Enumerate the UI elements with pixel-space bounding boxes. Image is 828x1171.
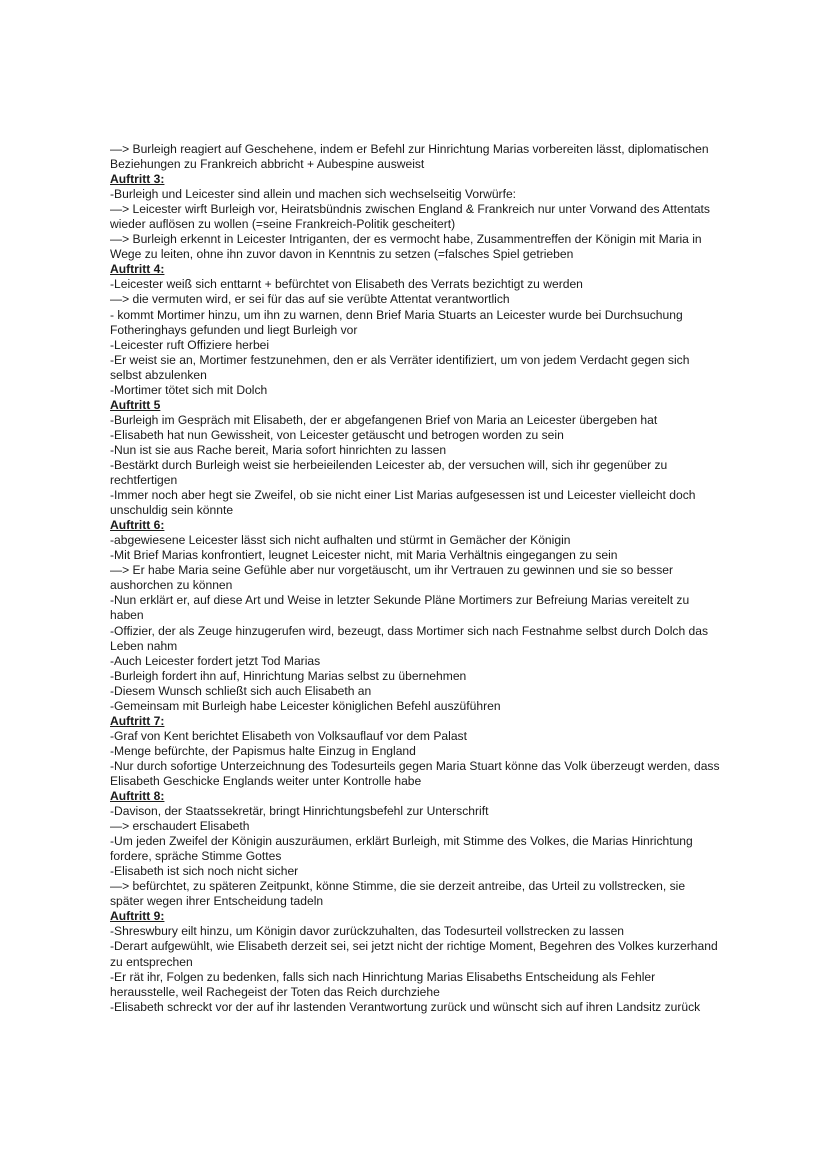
text-line: —> Er habe Maria seine Gefühle aber nur vorgetäuscht, um ihr Vertrauen zu gewinnen und sie so besser aushorchen zu können [110, 563, 674, 593]
text-line: - kommt Mortimer hinzu, um ihn zu warnen, denn Brief Maria Stuarts an Leicester wurde bei Durchsuchung Fotheringhays gefunden und liegt Burleigh vor [110, 307, 683, 337]
text-line: -Um jeden Zweifel der Königin auszuräumen, erklärt Burleigh, mit Stimme des Volkes, die Marias Hinrichtung fordere, spräche Stimme Gottes [110, 834, 693, 864]
text-line: -Nur durch sofortige Unterzeichnung des Todesurteils gegen Maria Stuart könne das Volk überzeugt werden, dass Elisabeth Geschicke Englands weiter unter Kontrolle habe [110, 758, 720, 788]
text-line: -Burleigh im Gespräch mit Elisabeth, der er abgefangenen Brief von Maria an Leicester übergeben hat [110, 412, 658, 427]
text-line: -Elisabeth hat nun Gewissheit, von Leicester getäuscht und betrogen worden zu sein [110, 427, 564, 442]
text-line: —> Burleigh reagiert auf Geschehene, indem er Befehl zur Hinrichtung Marias vorbereiten lässt, diplomatischen Beziehungen zu Frankreich abbricht + Aubespine ausweist [110, 142, 709, 172]
text-line: -Graf von Kent berichtet Elisabeth von Volksauflauf vor dem Palast [110, 728, 467, 743]
text-line: -Derart aufgewühlt, wie Elisabeth derzeit sei, sei jetzt nicht der richtige Moment, Begehren des Volkes kurzerhand zu entsprechen [110, 939, 718, 969]
text-line: -Mit Brief Marias konfrontiert, leugnet Leicester nicht, mit Maria Verhältnis eingegangen zu sein [110, 548, 618, 563]
text-line: -Shreswbury eilt hinzu, um Königin davor zurückzuhalten, das Todesurteil vollstrecken zu lassen [110, 924, 625, 939]
text-line: -Davison, der Staatssekretär, bringt Hinrichtungsbefehl zur Unterschrift [110, 804, 489, 819]
section-heading: Auftritt 8: [110, 789, 165, 804]
text-line: -Er weist sie an, Mortimer festzunehmen, den er als Verräter identifiziert, um von jedem Verdacht gegen sich selbst abzulenken [110, 352, 690, 382]
section-heading: Auftritt 9: [110, 909, 165, 924]
text-line: -Er rät ihr, Folgen zu bedenken, falls sich nach Hinrichtung Marias Elisabeths Entscheidung als Fehler herausstelle, weil Rachegeist der Toten das Reich durchziehe [110, 969, 656, 999]
text-line: -Immer noch aber hegt sie Zweifel, ob sie nicht einer List Marias aufgesessen ist und Leicester vielleicht doch unschuldig sein könnte [110, 488, 696, 518]
text-line: —> Leicester wirft Burleigh vor, Heiratsbündnis zwischen England & Frankreich nur unter Vorwand des Attentats wieder auflösen zu wollen (=seine Frankreich-Politik gescheitert) [110, 202, 710, 232]
text-line: —> Burleigh erkennt in Leicester Intriganten, der es vermocht habe, Zusammentreffen der Königin mit Maria in Wege zu leiten, ohne ihn zuvor davon in Kenntnis zu setzen (=falsches Spiel getrieben [110, 232, 702, 262]
section-heading: Auftritt 5 [110, 397, 161, 412]
text-line: -Nun erklärt er, auf diese Art und Weise in letzter Sekunde Pläne Mortimers zur Befreiung Marias vereitelt zu haben [110, 593, 690, 623]
section-heading: Auftritt 4: [110, 262, 165, 277]
section-heading: Auftritt 3: [110, 172, 165, 187]
text-line: -Mortimer tötet sich mit Dolch [110, 382, 268, 397]
text-line: -Burleigh und Leicester sind allein und machen sich wechselseitig Vorwürfe: [110, 187, 517, 202]
text-line: -Elisabeth schreckt vor der auf ihr lastenden Verantwortung zurück und wünscht sich auf ihren Landsitz zurück [110, 999, 701, 1014]
text-line: -Burleigh fordert ihn auf, Hinrichtung Marias selbst zu übernehmen [110, 668, 467, 683]
text-line: —> erschaudert Elisabeth [110, 819, 250, 834]
text-line: —> die vermuten wird, er sei für das auf sie verübte Attentat verantwortlich [110, 292, 510, 307]
text-line: —> befürchtet, zu späteren Zeitpunkt, könne Stimme, die sie derzeit antreibe, das Urteil zu vollstrecken, sie später wegen ihrer Entscheidung tadeln [110, 879, 686, 909]
text-line: -Gemeinsam mit Burleigh habe Leicester königlichen Befehl auszüführen [110, 698, 501, 713]
text-line: -Diesem Wunsch schließt sich auch Elisabeth an [110, 683, 372, 698]
text-line: -Bestärkt durch Burleigh weist sie herbeieilenden Leicester ab, der versuchen will, sich ihr gegenüber zu rechtfertigen [110, 457, 668, 488]
text-line: -Auch Leicester fordert jetzt Tod Marias [110, 653, 321, 668]
text-line: -Leicester weiß sich enttarnt + befürchtet von Elisabeth des Verrats bezichtigt zu werden [110, 277, 583, 292]
document-body [110, 142, 722, 1015]
text-line: -Elisabeth ist sich noch nicht sicher [110, 864, 299, 879]
text-line: -Menge befürchte, der Papismus halte Einzug in England [110, 743, 416, 758]
text-line: -Offizier, der als Zeuge hinzugerufen wird, bezeugt, dass Mortimer sich nach Festnahme selbst durch Dolch das Leben nahm [110, 623, 709, 653]
text-line: -Nun ist sie aus Rache bereit, Maria sofort hinrichten zu lassen [110, 442, 447, 457]
section-heading: Auftritt 6: [110, 518, 165, 533]
section-heading: Auftritt 7: [110, 713, 165, 728]
text-line: -abgewiesene Leicester lässt sich nicht aufhalten und stürmt in Gemächer der Königin [110, 533, 571, 548]
text-line: -Leicester ruft Offiziere herbei [110, 337, 270, 352]
